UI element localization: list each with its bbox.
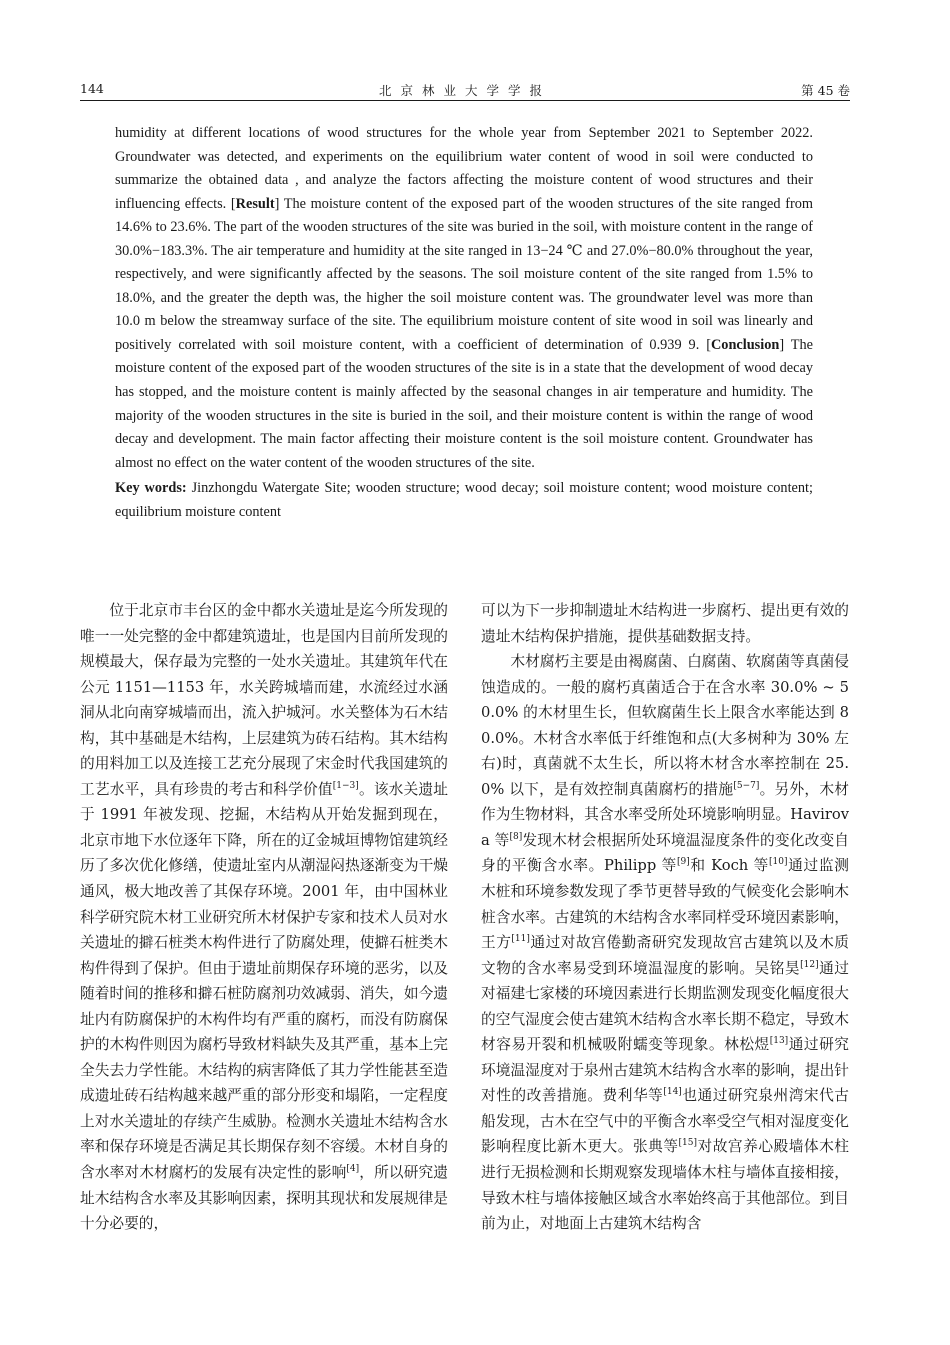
citation[interactable]: [5−7] bbox=[733, 780, 760, 791]
abstract-text-3: ] The moisture content of the exposed part of the wooden structures of the site is in a state that the development of wood decay has stopped, and the moisture content is mainly affected by the seasonal changes in air temperature and humidity. The majority of the wooden structures in the site is buried in the soil, and their moisture content is within the range of wood decay and development. The main factor affecting their moisture content is the soil moisture content. Groundwater has almost no effect on the water content of the wooden structures of the site. bbox=[115, 336, 813, 471]
keywords-label: Key words: bbox=[115, 480, 187, 497]
paragraph-text: 通过对福建七家楼的环境因素进行长期监测发现变化幅度很大的空气湿度会使古建筑木结构含水率长期不稳定，导致木材容易开裂和机械吸附蠕变等现象。林松煜 bbox=[481, 959, 849, 1054]
paragraph-text: 木材腐朽主要是由褐腐菌、白腐菌、软腐菌等真菌侵蚀造成的。一般的腐朽真菌适合于在含水率 30.0% ~ 50.0% 的木材里生长，但软腐菌生长上限含水率能达到 80.0%。木材含水率低于纤维饱和点(大多树种为 30% 左右)时，真菌就不太生长，所以将木材含水率控制在 25.0% 以下，是有效控制真菌腐朽的措施 bbox=[481, 653, 849, 798]
body-column-left bbox=[80, 598, 448, 1237]
paragraph-intro bbox=[80, 598, 448, 1237]
citation[interactable]: [9] bbox=[676, 857, 690, 868]
citation[interactable]: [8] bbox=[509, 831, 523, 842]
journal-title: 北京林业大学学报 bbox=[378, 83, 551, 98]
paragraph-text: 位于北京市丰台区的金中都水关遗址是迄今所发现的唯一一处完整的金中都建筑遗址，也是国内目前所发现的规模最大，保存最为完整的一处水关遗址。其建筑年代在公元 1151—1153 年，水关跨城墙而建，水流经过水涵洞从北向南穿城墙而出，流入护城河。水关整体为石木结构，其中基础是木结构，上层建筑为砖石结构。其木结构的用料加工以及连接工艺充分展现了宋金时代我国建筑的工艺水平，具有珍贵的考古和科学价值 bbox=[80, 602, 448, 798]
paragraph-text: 通过研究环境温湿度对于泉州古建筑木结构含水率的影响，提出针对性的改善措施。费利华等 bbox=[481, 1036, 849, 1105]
abstract-text-2: ] The moisture content of the exposed part of the wooden structures of the site ranged from 14.6% to 23.6%. The part of the wooden structures of the site was buried in the soil, with moisture content in the range of 30.0%−183.3%. The air temperature and humidity at the site ranged in 13−24 ℃ and 27.0%−80.0% throughout the year, respectively, and were significantly affected by the seasons. The soil moisture content of the site ranged from 1.5% to 18.0%, and the greater the depth was, the higher the soil moisture content was. The groundwater level was more than 10.0 m below the streamway surface of the site. The equilibrium moisture content of site wood in soil was linearly and positively correlated with soil moisture content, with a coefficient of determination of 0.939 9. [ bbox=[115, 195, 813, 353]
running-header bbox=[80, 78, 850, 100]
abstract-text-1: humidity at different locations of wood structures for the whole year from September 2021 to September 2022. Groundwater was detected, and experiments on the equilibrium water content of wood in soil were conducted to summarize the obtained data , and analyze the factors affecting the moisture content of wood structures and their influencing effects. [ bbox=[115, 125, 813, 212]
paragraph-text: ，所以研究遗址木结构含水率及其影响因素，探明其现状和发展规律是十分必要的， bbox=[80, 1164, 448, 1233]
paragraph-wood-decay bbox=[481, 649, 849, 1237]
citation[interactable]: [14] bbox=[663, 1087, 682, 1098]
paragraph-intro-continued bbox=[481, 598, 849, 649]
paragraph-text: 通过对故宫倦勤斋研究发现故宫古建筑以及木质文物的含水率易受到环境温湿度的影响。吴铭昊 bbox=[481, 934, 849, 977]
paragraph-text: 。另外，木材作为生物材料，其含水率受所处环境影响明显。Havirova 等 bbox=[481, 780, 849, 849]
paragraph-text: 可以为下一步抑制遗址木结构进一步腐朽、提出更有效的遗址木结构保护措施，提供基础数据支持。 bbox=[481, 602, 849, 645]
header-rule bbox=[80, 100, 850, 101]
result-label: Result bbox=[235, 195, 275, 212]
paragraph-text: 也通过研究泉州湾宋代古船发现，古木在空气中的平衡含水率受空气相对湿度变化影响程度比新木更大。张典等 bbox=[481, 1087, 849, 1156]
citation[interactable]: [13] bbox=[769, 1036, 789, 1047]
citation[interactable]: [4] bbox=[346, 1164, 360, 1175]
keywords-text: Jinzhongdu Watergate Site; wooden structure; wood decay; soil moisture content; wood moisture content; equilibrium moisture content bbox=[115, 480, 813, 520]
abstract-body bbox=[115, 122, 813, 475]
paragraph-text: 对故宫养心殿墙体木柱进行无损检测和长期观察发现墙体木柱与墙体直接相接，导致木柱与墙体接触区域含水率始终高于其他部位。到目前为止，对地面上古建筑木结构含 bbox=[481, 1138, 849, 1233]
citation[interactable]: [1−3] bbox=[332, 780, 359, 791]
citation[interactable]: [10] bbox=[769, 857, 788, 868]
paragraph-text: 和 Koch 等 bbox=[689, 857, 769, 875]
citation[interactable]: [15] bbox=[678, 1138, 698, 1149]
english-abstract bbox=[115, 122, 813, 524]
page-number: 144 bbox=[80, 81, 104, 96]
citation[interactable]: [11] bbox=[511, 934, 530, 945]
conclusion-label: Conclusion bbox=[710, 336, 780, 353]
paragraph-text: 通过监测木桩和环境参数发现了季节更替导致的气候变化会影响木桩含水率。古建筑的木结构含水率同样受环境因素影响，王方 bbox=[481, 857, 849, 952]
body-column-right bbox=[481, 598, 849, 1237]
paragraph-text: 。该水关遗址于 1991 年被发现、挖掘，木结构从开始发掘到现在，北京市地下水位逐年下降，所在的辽金城垣博物馆建筑经历了多次优化修缮，使遗址室内从潮湿闷热逐渐变为干燥通风，极大地改善了其保存环境。2001 年，由中国林业科学研究院木材工业研究所木材保护专家和技术人员对水关遗址的擗石桩类木构件进行了防腐处理，使擗石桩类木构件得到了保护。但由于遗址前期保存环境的恶劣，以及随着时间的推移和擗石桩防腐剂功效减弱、消失，如今遗址内有防腐保护的木构件均有严重的腐朽，而没有防腐保护的木构件则因为腐朽导致材料缺失及其严重，基本上完全失去力学性能。木结构的病害降低了其力学性能甚至造成遗址砖石结构越来越严重的部分形变和塌陷，一定程度上对水关遗址的存续产生威胁。检测水关遗址木结构含水率和保存环境是否满足其长期保存刻不容缓。木材自身的含水率对木材腐朽的发展有决定性的影响 bbox=[80, 780, 448, 1182]
keywords bbox=[115, 477, 813, 524]
citation[interactable]: [12] bbox=[800, 959, 819, 970]
volume-label: 第 45 卷 bbox=[801, 83, 850, 98]
paragraph-text: 发现木材会根据所处环境温湿度条件的变化改变自身的平衡含水率。Philipp 等 bbox=[481, 831, 849, 875]
